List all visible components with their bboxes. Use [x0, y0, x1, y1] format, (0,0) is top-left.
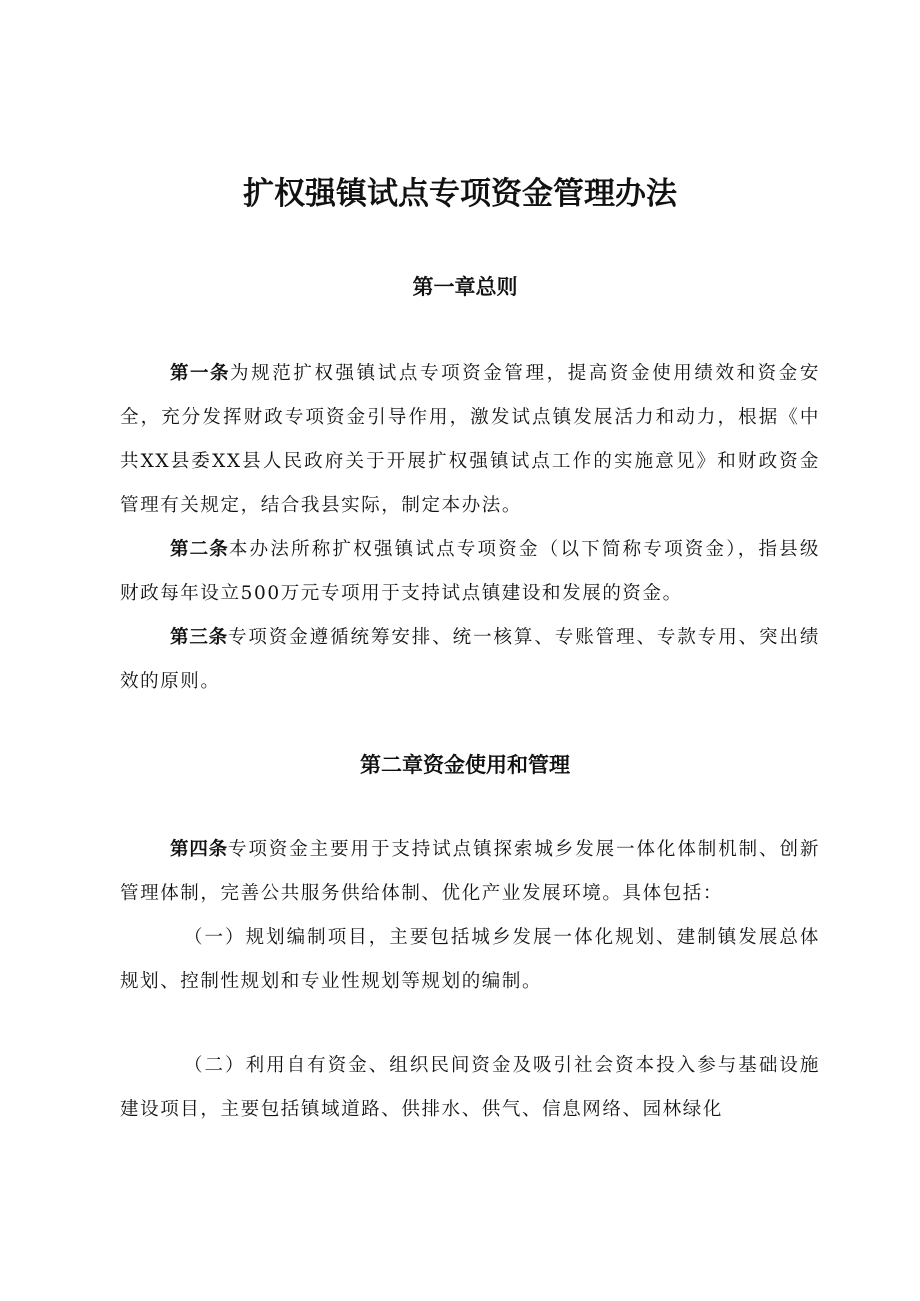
document-title: 扩权强镇试点专项资金管理办法 [243, 176, 677, 212]
article-1-text: 为规范扩权强镇试点专项资金管理，提高资金使用绩效和资金安全，充分发挥财政专项资金引导作用，激发试点镇发展活力和动力，根据《中共XX县委XX县人民政府关于开展扩权强镇试点工作的实施意见》和财政资金管理有关规定，结合我县实际，制定本办法。 [120, 363, 820, 516]
article-1 [120, 352, 820, 528]
article-4-text: 专项资金主要用于支持试点镇探索城乡发展一体化体制机制、创新管理体制，完善公共服务供给体制、优化产业发展环境。具体包括： [120, 839, 820, 904]
article-3 [120, 616, 820, 704]
chapter-2-heading: 第二章资金使用和管理 [360, 753, 570, 777]
article-4-label: 第四条 [170, 839, 228, 860]
article-3-text: 专项资金遵循统筹安排、统一核算、专账管理、专款专用、突出绩效的原则。 [120, 627, 820, 692]
article-1-label: 第一条 [170, 363, 231, 384]
article-3-label: 第三条 [170, 627, 228, 648]
article-2-text: 本办法所称扩权强镇试点专项资金（以下简称专项资金），指县级财政每年设立500万元专项用于支持试点镇建设和发展的资金。 [120, 539, 820, 604]
chapter-1-heading: 第一章总则 [412, 275, 518, 299]
article-4 [120, 828, 820, 916]
item-2: （二）利用自有资金、组织民间资金及吸引社会资本投入参与基础设施建设项目，主要包括镇域道路、供排水、供气、信息网络、园林绿化 [120, 1055, 820, 1120]
article-2-label: 第二条 [170, 539, 229, 560]
item-1: （一）规划编制项目，主要包括城乡发展一体化规划、建制镇发展总体规划、控制性规划和专业性规划等规划的编制。 [120, 927, 820, 992]
article-2 [120, 528, 820, 616]
